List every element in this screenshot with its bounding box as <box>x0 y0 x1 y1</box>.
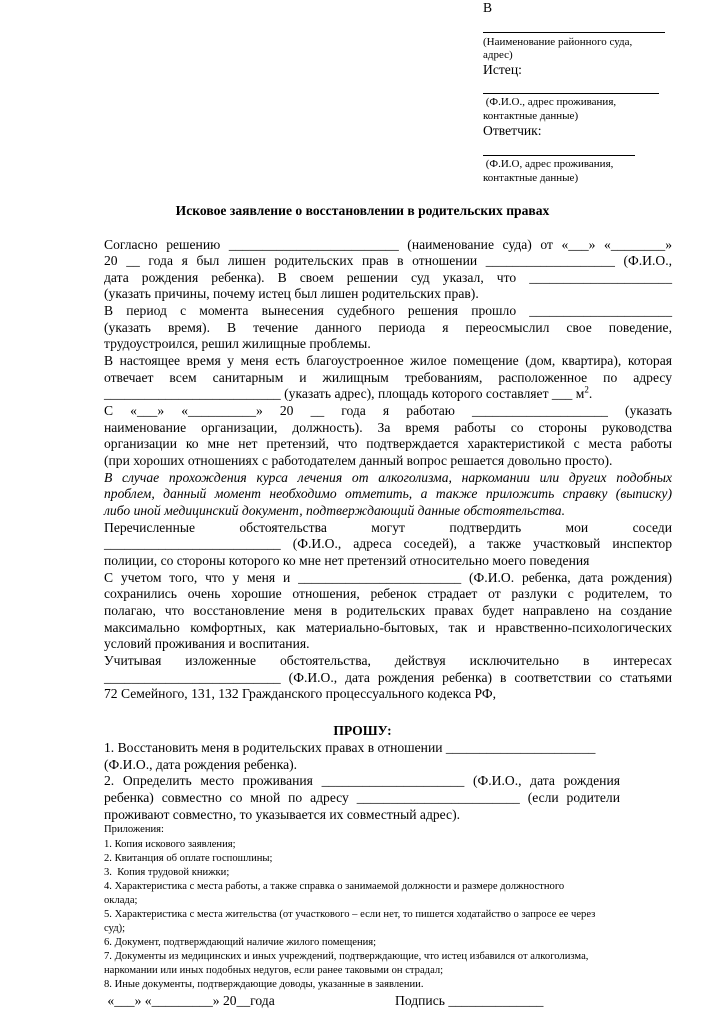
court-name-line <box>483 32 665 33</box>
body-line: организации ко мне нет претензий, что подтверждается характеристикой с места работы <box>104 436 672 451</box>
body-line: наименование организации, должность). За время работы со стороны руководства <box>104 420 672 435</box>
body-line: (указать время). В течение данного периода я переосмыслил свое поведение, <box>104 320 672 335</box>
attachment-item: оклада; <box>104 895 138 906</box>
body-line: В период с момента вынесения судебного решения прошло _____________________ <box>104 303 672 318</box>
body-line: сохранились очень хорошие отношения, ребенок страдает от разлуки с родителем, то <box>104 586 672 601</box>
body-line: Учитывая изложенные обстоятельства, действуя исключительно в интересах <box>104 653 672 668</box>
body-note-italic: либо иной медицинский документ, подтверждающий данные обстоятельства. <box>104 503 566 518</box>
plaintiff-caption: (Ф.И.О., адрес проживания, <box>483 96 617 108</box>
body-line: отвечает всем санитарным и жилищным требованиям, расположенное по адресу <box>104 370 672 385</box>
attachment-item: 4. Характеристика с места работы, а также справка о занимаемой должности и размере должностного <box>104 881 565 892</box>
plaintiff-label: Истец: <box>483 62 522 77</box>
attachment-item: суд); <box>104 923 126 934</box>
body-note-italic: проблем, данный момент необходимо отметить, а также приложить справку (выписку) <box>104 486 672 501</box>
body-line: (указать причины, почему истец был лишен родительских прав). <box>104 286 479 301</box>
body-line: (при хороших отношениях с работодателем данный вопрос решается довольно просто). <box>104 453 613 468</box>
body-note-italic: В случае прохождения курса лечения от алкоголизма, наркомании или других подобных <box>104 470 672 485</box>
body-line: __________________________ (Ф.И.О., дата рождения ребенка) в соответствии со статьями <box>104 670 672 685</box>
body-line: условий проживания и воспитания. <box>104 636 310 651</box>
body-line: трудоустроился, решил жилищные проблемы. <box>104 336 371 351</box>
attachment-item: 3. Копия трудовой книжки; <box>104 867 230 878</box>
body-line: В настоящее время у меня есть благоустроенное жилое помещение (дом, квартира), которая <box>104 353 672 368</box>
attachment-item: 2. Квитанция об оплате госпошлины; <box>104 853 273 864</box>
attachment-item: 8. Иные документы, подтверждающие доводы, указанные в заявлении. <box>104 979 424 990</box>
body-line: дата рождения ребенка). В своем решении суд указал, что _____________________ <box>104 270 672 285</box>
request-item: проживают совместно, то указывается их совместный адрес). <box>104 807 460 822</box>
defendant-line <box>483 155 635 156</box>
body-line: полиции, со стороны которого ко мне нет претензий относительно моего поведения <box>104 553 590 568</box>
attachment-item: 5. Характеристика с места жительства (от участкового – если нет, то пишется ходатайство о запросе ее через <box>104 909 596 920</box>
body-line: __________________________ (Ф.И.О., адреса соседей), а также участковый инспектор <box>104 536 672 551</box>
document-title: Исковое заявление о восстановлении в родительских правах <box>175 203 550 218</box>
request-heading: ПРОШУ: <box>333 723 392 738</box>
body-line: максимально комфортных, как материально-бытовых, так и нравственно-психологических <box>104 620 672 635</box>
court-prefix: В <box>483 0 493 15</box>
attachment-item: 7. Документы из медицинских и иных учреждений, подтверждающие, что истец избавился от алкоголизма, <box>104 951 589 962</box>
body-line: 20 __ года я был лишен родительских прав в отношении ___________________ (Ф.И.О., <box>104 253 672 268</box>
body-line: __________________________ (указать адрес), площадь которого составляет ___ $м^2$. <box>104 384 593 401</box>
body-line: Перечисленные обстоятельства могут подтвердить мои соседи <box>104 520 672 535</box>
signature-field: Подпись ______________ <box>395 993 544 1008</box>
request-item: ребенка) совместно со мной по адресу ________________________ (если родители <box>104 790 620 805</box>
date-field: «___» «_________» 20__года <box>104 993 275 1008</box>
defendant-caption: (Ф.И.О, адрес проживания, <box>483 158 614 170</box>
attachment-item: наркомании или иных подобных недугов, если ранее таковыми он страдал; <box>104 965 444 976</box>
body-line: Согласно решению _________________________ (наименование суда) от «___» «________» <box>104 237 672 252</box>
body-line: С «___» «__________» 20 __ года я работаю ____________________ (указать <box>104 403 672 418</box>
plaintiff-line <box>483 93 659 94</box>
defendant-label: Ответчик: <box>483 123 542 138</box>
court-caption: (Наименование районного суда, <box>483 36 633 48</box>
attachment-item: 1. Копия искового заявления; <box>104 839 236 850</box>
request-item: 1. Восстановить меня в родительских правах в отношении ______________________ <box>104 740 596 755</box>
attachment-item: 6. Документ, подтверждающий наличие жилого помещения; <box>104 937 377 948</box>
request-item: 2. Определить место проживания _____________________ (Ф.И.О., дата рождения <box>104 773 620 788</box>
attachments-heading: Приложения: <box>104 824 164 835</box>
body-line: полагаю, что восстановление меня в родительских правах будет направлено на создание <box>104 603 672 618</box>
request-item: (Ф.И.О., дата рождения ребенка). <box>104 757 298 772</box>
body-line: С учетом того, что у меня и ________________________ (Ф.И.О. ребенка, дата рождения) <box>104 570 672 585</box>
defendant-caption-contacts: контактные данные) <box>483 172 579 184</box>
plaintiff-caption-contacts: контактные данные) <box>483 110 579 122</box>
court-caption-address: адрес) <box>483 49 513 61</box>
body-line: 72 Семейного, 131, 132 Гражданского процессуального кодекса РФ, <box>104 686 496 701</box>
